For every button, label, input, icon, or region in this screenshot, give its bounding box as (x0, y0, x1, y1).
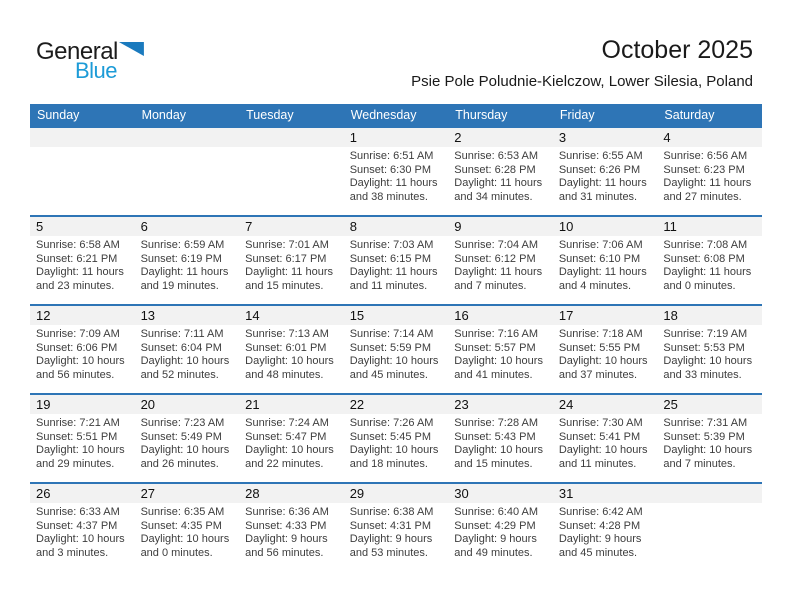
sunrise-text: Sunrise: 7:18 AM (558, 328, 643, 340)
sunset-text: Sunset: 4:31 PM (349, 519, 432, 532)
daylight-text-line1: Daylight: 11 hours (558, 177, 647, 189)
daylight-text-line2: and 11 minutes. (558, 457, 637, 470)
sunset-text: Sunset: 5:49 PM (140, 430, 222, 443)
day-details (30, 414, 135, 471)
day-details (30, 236, 135, 293)
sunset-text: Sunset: 6:21 PM (36, 252, 118, 265)
day-details (135, 503, 240, 560)
sunset-text: Sunset: 6:06 PM (36, 341, 118, 354)
calendar-day-cell (344, 217, 449, 304)
day-details (448, 236, 553, 293)
daylight-text-line2: and 31 minutes. (558, 190, 638, 203)
calendar-day-cell (239, 217, 344, 304)
daylight-text-line2: and 22 minutes. (245, 457, 324, 470)
calendar-day-cell (553, 217, 658, 304)
sunset-text: Sunset: 6:15 PM (349, 252, 432, 265)
weekday-header-row (30, 104, 762, 126)
day-number: 12 (30, 306, 135, 325)
day-details (239, 414, 344, 471)
day-number: 24 (553, 395, 658, 414)
daylight-text-line2: and 45 minutes. (349, 368, 428, 381)
sunrise-text: Sunrise: 7:31 AM (663, 417, 748, 429)
daylight-text-line2: and 41 minutes. (454, 368, 533, 381)
calendar-day-cell (344, 306, 449, 393)
daylight-text-line2: and 34 minutes. (454, 190, 533, 203)
daylight-text-line2: and 48 minutes. (245, 368, 324, 381)
daylight-text-line2: and 0 minutes. (663, 279, 736, 292)
day-number: 5 (30, 217, 135, 236)
calendar-day-cell (239, 395, 344, 482)
day-number: 4 (657, 128, 762, 147)
day-number (135, 128, 240, 147)
calendar-empty-cell (239, 128, 344, 215)
day-details (30, 503, 135, 560)
calendar-day-cell (344, 128, 449, 215)
daylight-text-line1: Daylight: 10 hours (140, 533, 230, 545)
day-number: 17 (553, 306, 658, 325)
daylight-text-line2: and 56 minutes. (36, 368, 115, 381)
calendar-day-cell (135, 395, 240, 482)
day-details (344, 147, 449, 204)
sunrise-text: Sunrise: 7:04 AM (454, 239, 539, 251)
calendar-day-cell (657, 306, 762, 393)
logo (36, 40, 144, 83)
sunrise-text: Sunrise: 7:03 AM (349, 239, 434, 251)
sunrise-text: Sunrise: 7:21 AM (36, 417, 120, 429)
daylight-text-line2: and 27 minutes. (663, 190, 742, 203)
weekday-header-monday: Monday (141, 108, 187, 122)
daylight-text-line2: and 23 minutes. (36, 279, 115, 292)
daylight-text-line1: Daylight: 10 hours (558, 444, 648, 456)
sunrise-text: Sunrise: 7:08 AM (663, 239, 748, 251)
sunset-text: Sunset: 6:08 PM (663, 252, 745, 265)
day-number: 9 (448, 217, 553, 236)
daylight-text-line2: and 37 minutes. (558, 368, 638, 381)
sunrise-text: Sunrise: 6:55 AM (558, 150, 643, 162)
day-number: 18 (657, 306, 762, 325)
sunset-text: Sunset: 4:28 PM (558, 519, 641, 532)
sunset-text: Sunset: 6:17 PM (245, 252, 327, 265)
day-details (135, 325, 240, 382)
sunset-text: Sunset: 6:30 PM (349, 163, 432, 176)
daylight-text-line2: and 53 minutes. (349, 546, 428, 559)
calendar-day-cell (448, 306, 553, 393)
calendar-day-cell (448, 484, 553, 571)
daylight-text-line1: Daylight: 10 hours (245, 444, 334, 456)
sunset-text: Sunset: 5:41 PM (558, 430, 641, 443)
calendar-day-cell (553, 395, 658, 482)
sunrise-text: Sunrise: 6:58 AM (36, 239, 120, 251)
sunrise-text: Sunrise: 7:30 AM (558, 417, 643, 429)
day-number: 22 (344, 395, 449, 414)
day-number: 28 (239, 484, 344, 503)
sunset-text: Sunset: 6:04 PM (140, 341, 222, 354)
logo-text-general: General (36, 38, 118, 65)
daylight-text-line2: and 15 minutes. (454, 457, 533, 470)
calendar-day-cell (553, 306, 658, 393)
logo-text-blue: Blue (75, 58, 118, 83)
daylight-text-line1: Daylight: 10 hours (245, 355, 334, 367)
calendar-day-cell (344, 395, 449, 482)
daylight-text-line1: Daylight: 10 hours (663, 355, 753, 367)
sunrise-text: Sunrise: 6:53 AM (454, 150, 539, 162)
day-details (553, 325, 658, 382)
day-number: 25 (657, 395, 762, 414)
sunrise-text: Sunrise: 6:35 AM (140, 506, 225, 518)
calendar-day-cell (448, 217, 553, 304)
sunset-text: Sunset: 6:26 PM (558, 163, 641, 176)
sunrise-text: Sunrise: 7:13 AM (245, 328, 329, 340)
daylight-text-line1: Daylight: 9 hours (558, 533, 642, 545)
calendar-day-cell (344, 484, 449, 571)
day-number: 10 (553, 217, 658, 236)
sunset-text: Sunset: 6:19 PM (140, 252, 222, 265)
daylight-text-line2: and 3 minutes. (36, 546, 109, 559)
week-row (30, 393, 762, 482)
calendar-day-cell (30, 306, 135, 393)
daylight-text-line2: and 11 minutes. (349, 279, 428, 292)
day-number: 15 (344, 306, 449, 325)
sunrise-text: Sunrise: 7:26 AM (349, 417, 434, 429)
calendar-day-cell (30, 484, 135, 571)
day-number: 21 (239, 395, 344, 414)
location-subtitle: Psie Pole Poludnie-Kielczow, Lower Silesia, Poland (411, 73, 753, 90)
calendar-day-cell (135, 306, 240, 393)
sunset-text: Sunset: 5:47 PM (245, 430, 327, 443)
sunrise-text: Sunrise: 7:19 AM (663, 328, 748, 340)
daylight-text-line2: and 49 minutes. (454, 546, 533, 559)
daylight-text-line2: and 7 minutes. (663, 457, 736, 470)
calendar-day-cell (553, 484, 658, 571)
sunrise-text: Sunrise: 6:40 AM (454, 506, 539, 518)
calendar-empty-cell (657, 484, 762, 571)
sunrise-text: Sunrise: 7:06 AM (558, 239, 643, 251)
day-number: 16 (448, 306, 553, 325)
daylight-text-line1: Daylight: 11 hours (454, 266, 543, 278)
daylight-text-line2: and 0 minutes. (140, 546, 213, 559)
daylight-text-line1: Daylight: 11 hours (245, 266, 333, 278)
calendar-day-cell (657, 395, 762, 482)
daylight-text-line2: and 29 minutes. (36, 457, 115, 470)
sunset-text: Sunset: 5:43 PM (454, 430, 536, 443)
calendar-day-cell (30, 217, 135, 304)
week-row (30, 126, 762, 215)
sunrise-text: Sunrise: 6:36 AM (245, 506, 329, 518)
daylight-text-line1: Daylight: 10 hours (558, 355, 648, 367)
calendar-day-cell (553, 128, 658, 215)
daylight-text-line1: Daylight: 10 hours (454, 355, 543, 367)
weekday-header-wednesday: Wednesday (350, 108, 417, 122)
sunrise-text: Sunrise: 7:14 AM (349, 328, 434, 340)
week-row (30, 482, 762, 571)
week-row (30, 215, 762, 304)
sunset-text: Sunset: 5:57 PM (454, 341, 536, 354)
daylight-text-line2: and 4 minutes. (558, 279, 631, 292)
daylight-text-line2: and 33 minutes. (663, 368, 742, 381)
header (411, 36, 753, 90)
day-number (239, 128, 344, 147)
weekday-header-sunday: Sunday (37, 108, 80, 122)
calendar-day-cell (657, 128, 762, 215)
weekday-header-friday: Friday (559, 108, 595, 122)
weekday-header-thursday: Thursday (455, 108, 508, 122)
day-number: 1 (344, 128, 449, 147)
calendar-day-cell (135, 217, 240, 304)
sunrise-text: Sunrise: 7:11 AM (140, 328, 224, 340)
day-details (344, 236, 449, 293)
day-details (553, 414, 658, 471)
day-details (135, 414, 240, 471)
sunrise-text: Sunrise: 6:59 AM (140, 239, 225, 251)
day-details (30, 325, 135, 382)
daylight-text-line1: Daylight: 10 hours (36, 444, 125, 456)
sunset-text: Sunset: 4:35 PM (140, 519, 222, 532)
page-title: October 2025 (601, 36, 753, 64)
daylight-text-line1: Daylight: 10 hours (36, 355, 125, 367)
sunrise-text: Sunrise: 7:23 AM (140, 417, 225, 429)
day-number: 2 (448, 128, 553, 147)
day-number: 23 (448, 395, 553, 414)
daylight-text-line1: Daylight: 10 hours (140, 444, 230, 456)
daylight-text-line1: Daylight: 10 hours (663, 444, 753, 456)
daylight-text-line1: Daylight: 10 hours (454, 444, 543, 456)
daylight-text-line1: Daylight: 10 hours (349, 355, 439, 367)
daylight-text-line1: Daylight: 11 hours (349, 266, 438, 278)
calendar-day-cell (448, 395, 553, 482)
daylight-text-line1: Daylight: 9 hours (454, 533, 537, 545)
logo-triangle-icon (119, 42, 144, 56)
day-number: 26 (30, 484, 135, 503)
sunset-text: Sunset: 5:55 PM (558, 341, 641, 354)
sunset-text: Sunset: 6:23 PM (663, 163, 745, 176)
sunrise-text: Sunrise: 6:56 AM (663, 150, 748, 162)
calendar-day-cell (30, 395, 135, 482)
day-number: 19 (30, 395, 135, 414)
day-details (239, 503, 344, 560)
day-number: 27 (135, 484, 240, 503)
sunset-text: Sunset: 4:37 PM (36, 519, 118, 532)
daylight-text-line1: Daylight: 9 hours (349, 533, 433, 545)
day-number: 3 (553, 128, 658, 147)
day-number: 11 (657, 217, 762, 236)
sunrise-text: Sunrise: 6:51 AM (349, 150, 434, 162)
sunset-text: Sunset: 5:39 PM (663, 430, 745, 443)
day-details (657, 414, 762, 471)
sunset-text: Sunset: 6:10 PM (558, 252, 641, 265)
daylight-text-line1: Daylight: 11 hours (140, 266, 229, 278)
calendar-day-cell (239, 306, 344, 393)
sunrise-text: Sunrise: 7:24 AM (245, 417, 329, 429)
day-details (344, 414, 449, 471)
daylight-text-line1: Daylight: 11 hours (663, 177, 752, 189)
calendar-day-cell (239, 484, 344, 571)
sunset-text: Sunset: 4:29 PM (454, 519, 536, 532)
sunset-text: Sunset: 6:28 PM (454, 163, 536, 176)
week-row (30, 304, 762, 393)
day-details (448, 414, 553, 471)
daylight-text-line1: Daylight: 10 hours (140, 355, 230, 367)
calendar-day-cell (135, 484, 240, 571)
day-number (657, 484, 762, 503)
day-number: 13 (135, 306, 240, 325)
day-number: 31 (553, 484, 658, 503)
day-number: 8 (344, 217, 449, 236)
sunset-text: Sunset: 5:51 PM (36, 430, 118, 443)
daylight-text-line1: Daylight: 9 hours (245, 533, 328, 545)
sunset-text: Sunset: 5:59 PM (349, 341, 432, 354)
day-number: 7 (239, 217, 344, 236)
daylight-text-line1: Daylight: 11 hours (454, 177, 543, 189)
sunset-text: Sunset: 6:01 PM (245, 341, 327, 354)
calendar-weeks (30, 126, 762, 571)
day-number: 14 (239, 306, 344, 325)
sunrise-text: Sunrise: 7:01 AM (245, 239, 329, 251)
sunset-text: Sunset: 5:53 PM (663, 341, 745, 354)
daylight-text-line2: and 45 minutes. (558, 546, 638, 559)
daylight-text-line2: and 18 minutes. (349, 457, 428, 470)
daylight-text-line2: and 26 minutes. (140, 457, 219, 470)
calendar-empty-cell (135, 128, 240, 215)
sunset-text: Sunset: 5:45 PM (349, 430, 432, 443)
day-details (344, 503, 449, 560)
daylight-text-line2: and 15 minutes. (245, 279, 324, 292)
sunrise-text: Sunrise: 6:33 AM (36, 506, 120, 518)
daylight-text-line1: Daylight: 11 hours (349, 177, 438, 189)
weekday-header-saturday: Saturday (664, 108, 715, 122)
day-details (448, 325, 553, 382)
weekday-header-tuesday: Tuesday (246, 108, 294, 122)
day-details (344, 325, 449, 382)
day-details (553, 147, 658, 204)
day-details (448, 503, 553, 560)
daylight-text-line1: Daylight: 11 hours (558, 266, 647, 278)
sunrise-text: Sunrise: 7:09 AM (36, 328, 120, 340)
calendar-day-cell (657, 217, 762, 304)
daylight-text-line1: Daylight: 11 hours (36, 266, 124, 278)
day-details (657, 147, 762, 204)
sunset-text: Sunset: 4:33 PM (245, 519, 327, 532)
daylight-text-line2: and 7 minutes. (454, 279, 527, 292)
sunrise-text: Sunrise: 6:38 AM (349, 506, 434, 518)
day-details (657, 236, 762, 293)
day-details (239, 325, 344, 382)
day-number: 6 (135, 217, 240, 236)
daylight-text-line2: and 52 minutes. (140, 368, 219, 381)
day-number (30, 128, 135, 147)
daylight-text-line2: and 19 minutes. (140, 279, 219, 292)
calendar (30, 104, 762, 571)
day-number: 20 (135, 395, 240, 414)
daylight-text-line2: and 56 minutes. (245, 546, 324, 559)
sunrise-text: Sunrise: 6:42 AM (558, 506, 643, 518)
daylight-text-line1: Daylight: 10 hours (349, 444, 439, 456)
daylight-text-line1: Daylight: 10 hours (36, 533, 125, 545)
sunset-text: Sunset: 6:12 PM (454, 252, 536, 265)
calendar-empty-cell (30, 128, 135, 215)
daylight-text-line1: Daylight: 11 hours (663, 266, 752, 278)
calendar-day-cell (448, 128, 553, 215)
day-details (135, 236, 240, 293)
sunrise-text: Sunrise: 7:16 AM (454, 328, 539, 340)
day-details (657, 325, 762, 382)
daylight-text-line2: and 38 minutes. (349, 190, 428, 203)
day-details (239, 236, 344, 293)
day-details (448, 147, 553, 204)
day-details (553, 503, 658, 560)
day-details (553, 236, 658, 293)
sunrise-text: Sunrise: 7:28 AM (454, 417, 539, 429)
day-number: 30 (448, 484, 553, 503)
day-number: 29 (344, 484, 449, 503)
